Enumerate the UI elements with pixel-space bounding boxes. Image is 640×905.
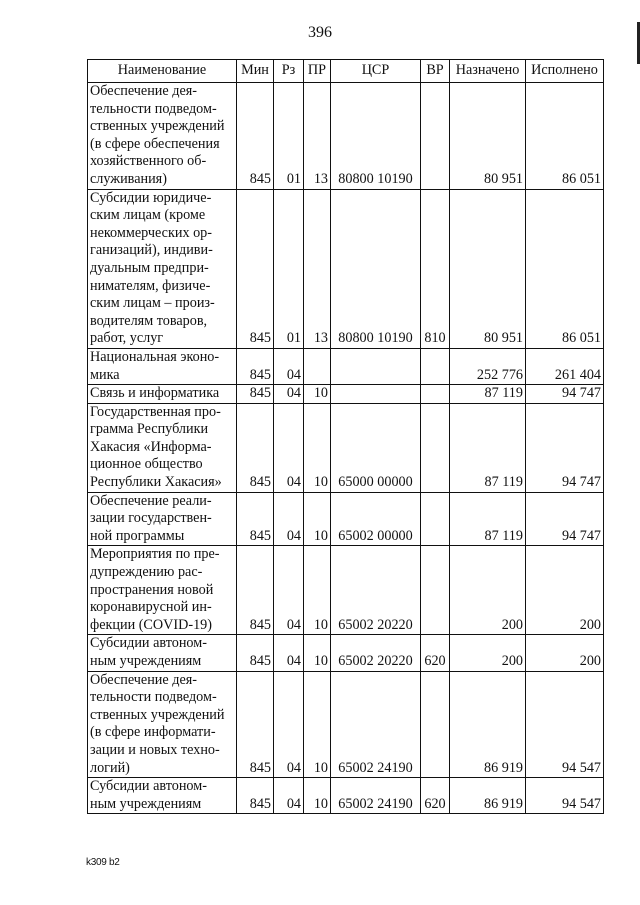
row-pr: 10 xyxy=(304,403,331,492)
row-assigned: 200 xyxy=(450,635,526,671)
row-pr: 13 xyxy=(304,83,331,190)
row-min: 845 xyxy=(237,546,274,635)
row-name-line: дупреждению рас- xyxy=(90,564,203,581)
row-name-line: ганизаций), индиви- xyxy=(90,242,213,259)
row-vr: 810 xyxy=(421,189,450,348)
row-csr: 65000 00000 xyxy=(331,403,421,492)
row-name-line: ной программы xyxy=(90,527,185,544)
row-name-line: Государственная про- xyxy=(90,403,221,420)
row-name xyxy=(88,83,237,190)
row-name-line: Мероприятия по пре- xyxy=(90,546,220,563)
table-header-row xyxy=(88,60,604,83)
row-csr: 65002 24190 xyxy=(331,778,421,814)
row-csr: 80800 10190 xyxy=(331,189,421,348)
table-row xyxy=(88,189,604,348)
row-name-line: (в сфере информати- xyxy=(90,724,216,741)
row-assigned: 87 119 xyxy=(450,403,526,492)
footer-code: k309 b2 xyxy=(86,857,120,868)
header-executed: Исполнено xyxy=(526,60,604,83)
row-name-line: работ, услуг xyxy=(90,330,164,347)
row-rz: 04 xyxy=(274,348,304,384)
row-pr: 10 xyxy=(304,671,331,778)
row-name-line: хозяйственного об- xyxy=(90,153,207,170)
row-executed: 261 404 xyxy=(526,348,604,384)
row-assigned: 87 119 xyxy=(450,492,526,546)
row-rz: 01 xyxy=(274,189,304,348)
row-executed: 94 747 xyxy=(526,492,604,546)
row-pr xyxy=(304,348,331,384)
row-executed: 200 xyxy=(526,635,604,671)
row-assigned: 200 xyxy=(450,546,526,635)
row-vr xyxy=(421,492,450,546)
row-assigned: 86 919 xyxy=(450,778,526,814)
table-row xyxy=(88,403,604,492)
row-executed: 86 051 xyxy=(526,83,604,190)
row-name-line: грамма Республики xyxy=(90,421,209,438)
row-name xyxy=(88,385,237,404)
row-name-line: фекции (COVID-19) xyxy=(90,616,212,633)
table-body xyxy=(88,83,604,814)
row-name-line: логий) xyxy=(90,759,130,776)
row-assigned: 87 119 xyxy=(450,385,526,404)
row-name-line: коронавирусной ин- xyxy=(90,599,212,616)
row-rz: 01 xyxy=(274,83,304,190)
row-rz: 04 xyxy=(274,778,304,814)
header-rz: Рз xyxy=(274,60,304,83)
header-min: Мин xyxy=(237,60,274,83)
budget-table xyxy=(87,59,604,814)
row-rz: 04 xyxy=(274,671,304,778)
row-pr: 10 xyxy=(304,778,331,814)
row-csr: 65002 20220 xyxy=(331,546,421,635)
row-rz: 04 xyxy=(274,385,304,404)
row-assigned: 80 951 xyxy=(450,83,526,190)
row-min: 845 xyxy=(237,403,274,492)
row-executed: 200 xyxy=(526,546,604,635)
row-name-line: Субсидии автоном- xyxy=(90,778,207,795)
row-name-line: некоммерческих ор- xyxy=(90,224,212,241)
row-name-line: ственных учреждений xyxy=(90,706,225,723)
row-name-line: Субсидии автоном- xyxy=(90,635,207,652)
row-name-line: мика xyxy=(90,366,120,383)
row-min: 845 xyxy=(237,83,274,190)
row-vr xyxy=(421,403,450,492)
table-row xyxy=(88,83,604,190)
row-name xyxy=(88,635,237,671)
row-name-line: Связь и информатика xyxy=(90,385,220,402)
row-name-line: тельности подведом- xyxy=(90,689,217,706)
row-rz: 04 xyxy=(274,403,304,492)
row-csr: 80800 10190 xyxy=(331,83,421,190)
row-vr: 620 xyxy=(421,635,450,671)
row-name-line: Национальная эконо- xyxy=(90,348,220,365)
row-name xyxy=(88,546,237,635)
row-name-line: нимателям, физиче- xyxy=(90,277,211,294)
row-name xyxy=(88,189,237,348)
row-assigned: 252 776 xyxy=(450,348,526,384)
row-name-line: тельности подведом- xyxy=(90,100,217,117)
row-rz: 04 xyxy=(274,546,304,635)
row-csr: 65002 20220 xyxy=(331,635,421,671)
table-row xyxy=(88,546,604,635)
header-pr: ПР xyxy=(304,60,331,83)
row-vr xyxy=(421,546,450,635)
header-csr: ЦСР xyxy=(331,60,421,83)
row-name xyxy=(88,403,237,492)
row-csr: 65002 24190 xyxy=(331,671,421,778)
row-name xyxy=(88,671,237,778)
table-row xyxy=(88,671,604,778)
row-name-line: Обеспечение реали- xyxy=(90,492,212,509)
row-name xyxy=(88,348,237,384)
row-name-line: (в сфере обеспечения xyxy=(90,135,220,152)
row-name-line: водителям товаров, xyxy=(90,312,208,329)
row-vr xyxy=(421,83,450,190)
row-name-line: Республики Хакасия» xyxy=(90,474,222,491)
row-csr: 65002 00000 xyxy=(331,492,421,546)
row-assigned: 80 951 xyxy=(450,189,526,348)
row-name-line: зации государствен- xyxy=(90,510,212,527)
row-min: 845 xyxy=(237,635,274,671)
row-min: 845 xyxy=(237,492,274,546)
row-rz: 04 xyxy=(274,635,304,671)
row-csr xyxy=(331,385,421,404)
row-min: 845 xyxy=(237,671,274,778)
row-name-line: зации и новых техно- xyxy=(90,741,220,758)
row-pr: 10 xyxy=(304,385,331,404)
row-vr xyxy=(421,671,450,778)
row-pr: 10 xyxy=(304,546,331,635)
row-name-line: ственных учреждений xyxy=(90,118,225,135)
row-name-line: ным учреждениям xyxy=(90,653,202,669)
row-assigned: 86 919 xyxy=(450,671,526,778)
row-name-line: Обеспечение дея- xyxy=(90,671,197,688)
table-row xyxy=(88,385,604,404)
table-row xyxy=(88,778,604,814)
row-rz: 04 xyxy=(274,492,304,546)
row-name xyxy=(88,492,237,546)
row-executed: 94 547 xyxy=(526,671,604,778)
row-pr: 10 xyxy=(304,492,331,546)
row-name-line: ным учреждениям xyxy=(90,795,202,812)
row-min: 845 xyxy=(237,385,274,404)
table-row xyxy=(88,348,604,384)
header-vr: ВР xyxy=(421,60,450,83)
row-name-line: Субсидии юридиче- xyxy=(90,189,212,206)
row-name-line: ским лицам – произ- xyxy=(90,295,215,312)
header-name: Наименование xyxy=(88,60,237,83)
row-csr xyxy=(331,348,421,384)
row-executed: 94 747 xyxy=(526,385,604,404)
row-name-line: Хакасия «Информа- xyxy=(90,438,212,455)
row-min: 845 xyxy=(237,189,274,348)
row-name-line: пространения новой xyxy=(90,581,214,598)
row-executed: 94 747 xyxy=(526,403,604,492)
page-number: 396 xyxy=(308,24,332,41)
row-pr: 10 xyxy=(304,635,331,671)
row-vr xyxy=(421,348,450,384)
row-name xyxy=(88,778,237,814)
row-name-line: ционное общество xyxy=(90,456,203,473)
header-assigned: Назначено xyxy=(450,60,526,83)
row-name-line: служивания) xyxy=(90,170,167,187)
row-min: 845 xyxy=(237,348,274,384)
table-row xyxy=(88,635,604,671)
row-min: 845 xyxy=(237,778,274,814)
row-vr xyxy=(421,385,450,404)
row-executed: 86 051 xyxy=(526,189,604,348)
row-name-line: дуальным предпри- xyxy=(90,259,209,276)
table-row xyxy=(88,492,604,546)
row-executed: 94 547 xyxy=(526,778,604,814)
row-vr: 620 xyxy=(421,778,450,814)
row-pr: 13 xyxy=(304,189,331,348)
row-name-line: ским лицам (кроме xyxy=(90,207,206,224)
row-name-line: Обеспечение дея- xyxy=(90,83,197,99)
